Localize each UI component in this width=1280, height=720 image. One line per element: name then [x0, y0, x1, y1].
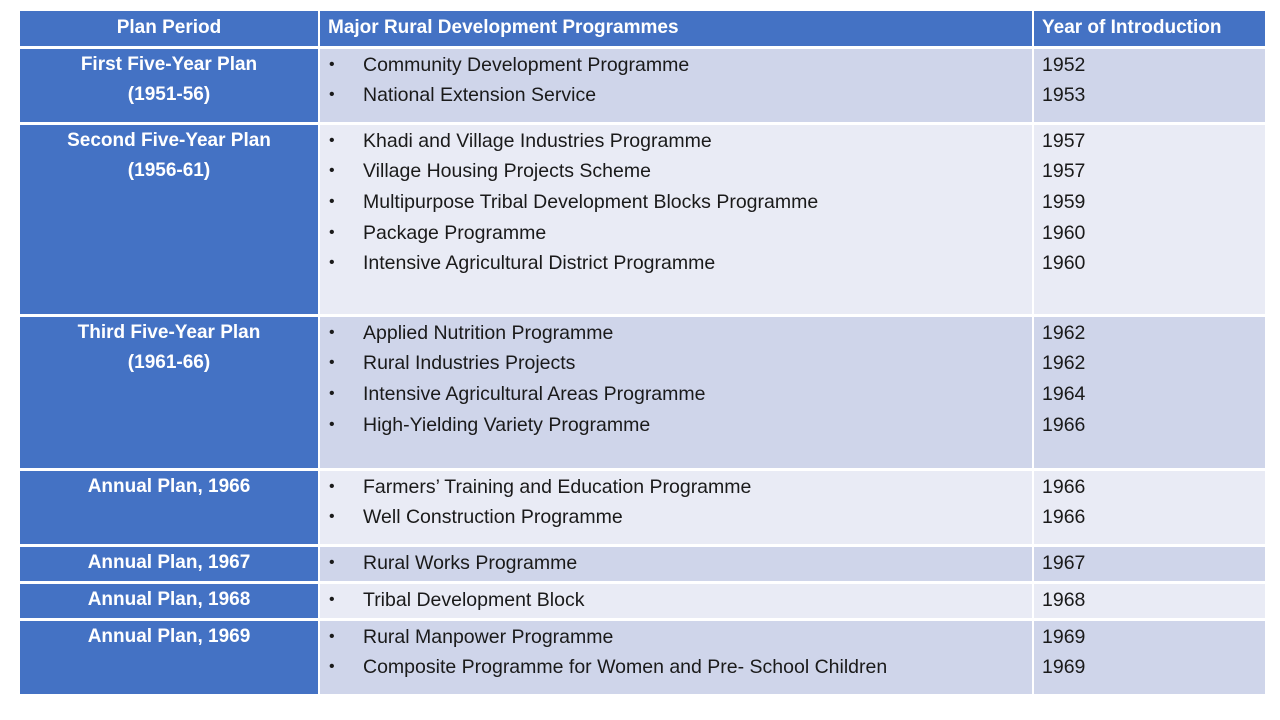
bullet-icon: • [329, 415, 335, 433]
programme-name: Multipurpose Tribal Development Blocks Programme [363, 190, 819, 213]
table-header-row [20, 11, 1265, 47]
bullet-icon: • [329, 553, 335, 571]
plan-period-cell [20, 469, 319, 545]
programmes-cell [319, 123, 1033, 315]
programmes-cell [319, 619, 1033, 695]
programme-item [320, 218, 1032, 249]
programme-name: Rural Manpower Programme [363, 625, 614, 648]
programme-item [320, 548, 1032, 579]
programme-name: Tribal Development Block [363, 588, 585, 611]
bullet-icon: • [329, 508, 335, 526]
year-cell [1033, 619, 1265, 695]
year-value: 1967 [1042, 551, 1086, 574]
bullet-icon: • [329, 384, 335, 402]
table-row [20, 315, 1265, 469]
plan-period-text: (1961-66) [127, 351, 211, 373]
programmes-cell [319, 582, 1033, 619]
programme-item [320, 585, 1032, 616]
programme-list [320, 548, 1032, 579]
year-value: 1957 [1042, 129, 1086, 152]
year-list [1042, 318, 1265, 441]
year-value: 1969 [1042, 656, 1086, 679]
plan-period-text: Annual Plan, 1968 [87, 588, 251, 610]
year-list [1042, 472, 1265, 533]
year-value: 1966 [1042, 475, 1086, 498]
year-list [1042, 126, 1265, 280]
programme-item [320, 156, 1032, 187]
year-value: 1953 [1042, 84, 1086, 107]
bullet-icon: • [329, 254, 335, 272]
table-row [20, 469, 1265, 545]
programme-name: Farmers’ Training and Education Programme [363, 475, 752, 498]
bullet-icon: • [329, 658, 335, 676]
year-list [1042, 585, 1265, 616]
table-row [20, 123, 1265, 315]
year-value: 1959 [1042, 190, 1086, 213]
programmes-cell [319, 315, 1033, 469]
programme-name: National Extension Service [363, 84, 597, 107]
bullet-icon: • [329, 86, 335, 104]
plan-period-text: Annual Plan, 1969 [87, 625, 251, 647]
year-value: 1964 [1042, 382, 1086, 405]
programme-item [320, 379, 1032, 410]
plan-period-cell [20, 315, 319, 469]
year-value: 1962 [1042, 352, 1086, 375]
year-list [1042, 622, 1265, 683]
programme-name: Intensive Agricultural District Programme [363, 252, 716, 275]
year-value: 1960 [1042, 252, 1086, 275]
bullet-icon: • [329, 627, 335, 645]
year-value: 1966 [1042, 506, 1086, 529]
bullet-icon: • [329, 477, 335, 495]
plan-period-cell [20, 619, 319, 695]
table-row [20, 545, 1265, 582]
plan-period-text: (1956-61) [127, 159, 211, 181]
programme-item [320, 248, 1032, 279]
year-value: 1966 [1042, 413, 1086, 436]
plan-period-text: Second Five-Year Plan [67, 129, 271, 151]
programme-item [320, 348, 1032, 379]
programme-item [320, 502, 1032, 533]
programme-item [320, 652, 1032, 683]
plan-period-text: Annual Plan, 1967 [87, 551, 251, 573]
year-list [1042, 50, 1265, 111]
year-value: 1969 [1042, 625, 1086, 648]
table-row [20, 619, 1265, 695]
header-plan-period: Plan Period [20, 11, 319, 47]
bullet-icon: • [329, 55, 335, 73]
bullet-icon: • [329, 354, 335, 372]
programme-name: Village Housing Projects Scheme [363, 160, 651, 183]
year-cell [1033, 315, 1265, 469]
bullet-icon: • [329, 162, 335, 180]
table-body [20, 47, 1265, 695]
programme-item [320, 318, 1032, 349]
plan-period-cell [20, 47, 319, 123]
year-value: 1957 [1042, 160, 1086, 183]
programme-item [320, 126, 1032, 157]
year-value: 1952 [1042, 53, 1086, 76]
plan-period-cell [20, 123, 319, 315]
programme-item [320, 187, 1032, 218]
programme-name: Khadi and Village Industries Programme [363, 129, 712, 152]
year-value: 1968 [1042, 588, 1086, 611]
programme-list [320, 50, 1032, 111]
year-value: 1960 [1042, 221, 1086, 244]
programme-list [320, 126, 1032, 280]
year-list [1042, 548, 1265, 579]
header-year-of-introduction: Year of Introduction [1033, 11, 1265, 47]
plan-period-text: (1951-56) [127, 83, 211, 105]
programme-name: High-Yielding Variety Programme [363, 413, 651, 436]
plan-period-text: Annual Plan, 1966 [87, 475, 251, 497]
programme-item [320, 80, 1032, 111]
plan-period-text: First Five-Year Plan [80, 53, 258, 75]
header-programmes: Major Rural Development Programmes [319, 11, 1033, 47]
programme-name: Rural Works Programme [363, 551, 578, 574]
programme-list [320, 318, 1032, 441]
programme-list [320, 622, 1032, 683]
table-row [20, 582, 1265, 619]
bullet-icon: • [329, 323, 335, 341]
programme-list [320, 472, 1032, 533]
plan-period-cell [20, 582, 319, 619]
programme-name: Intensive Agricultural Areas Programme [363, 382, 706, 405]
programmes-cell [319, 469, 1033, 545]
programme-item [320, 50, 1032, 81]
programme-list [320, 585, 1032, 616]
bullet-icon: • [329, 223, 335, 241]
plan-period-cell [20, 545, 319, 582]
year-value: 1962 [1042, 321, 1086, 344]
year-cell [1033, 469, 1265, 545]
rural-programmes-table [20, 11, 1265, 697]
programmes-cell [319, 545, 1033, 582]
bullet-icon: • [329, 192, 335, 210]
bullet-icon: • [329, 590, 335, 608]
programme-item [320, 472, 1032, 503]
rural-programmes-slide [20, 11, 1265, 697]
programme-item [320, 410, 1032, 441]
year-cell [1033, 582, 1265, 619]
programmes-cell [319, 47, 1033, 123]
programme-name: Composite Programme for Women and Pre- School Children [363, 656, 888, 679]
year-cell [1033, 123, 1265, 315]
programme-name: Well Construction Programme [363, 506, 623, 529]
year-cell [1033, 545, 1265, 582]
plan-period-text: Third Five-Year Plan [77, 321, 261, 343]
programme-name: Community Development Programme [363, 53, 690, 76]
programme-item [320, 622, 1032, 653]
programme-name: Rural Industries Projects [363, 352, 576, 375]
table-row [20, 47, 1265, 123]
bullet-icon: • [329, 131, 335, 149]
year-cell [1033, 47, 1265, 123]
programme-name: Package Programme [363, 221, 547, 244]
programme-name: Applied Nutrition Programme [363, 321, 614, 344]
